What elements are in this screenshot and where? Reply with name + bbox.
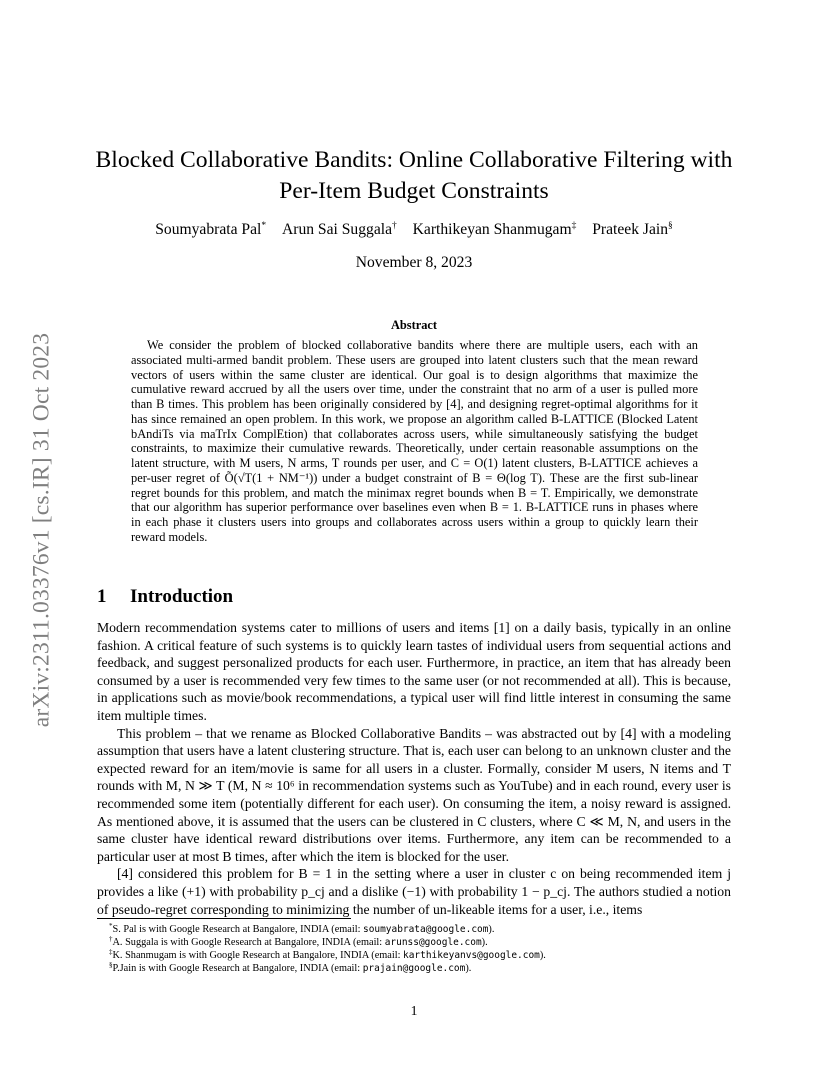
footnote-mark: § <box>109 961 113 969</box>
footnote-mark: * <box>109 922 113 930</box>
author-name: Arun Sai Suggala <box>281 221 392 238</box>
author-name: Karthikeyan Shanmugam <box>412 221 572 238</box>
section-title: Introduction <box>130 586 234 607</box>
footnote-tail: ). <box>488 924 495 935</box>
paper-date: November 8, 2023 <box>355 254 473 271</box>
footnote-text: A. Suggala is with Google Research at Bangalore, INDIA (email: <box>112 937 385 948</box>
footnote-divider <box>97 918 351 919</box>
author-footnote-mark: § <box>668 221 673 231</box>
abstract-paragraph: We consider the problem of blocked collaborative bandits where there are multiple users, each with an associated multi-armed bandit problem. These users are grouped into latent clusters such that the mean reward vectors of users within the same cluster are identical. Our goal is to design algorithms that maximize the cumulative reward accrued by all the users over time, under the constraint that no arm of a user is pulled more than B times. This problem has been originally considered by [4], and designing regret-optimal algorithms for it has since remained an open problem. In this work, we propose an algorithm called B-LATTICE (Blocked Latent bAndiTs via maTrIx ComplEtion) that collaborates across users, while simultaneously satisfying the budget constraints, to maximize their cumulative rewards. Theoretically, under certain reasonable assumptions on the latent structure, with M users, N arms, T rounds per user, and C = O(1) latent clusters, B-LATTICE achieves a per-user regret of Õ(√T(1 + NM⁻¹)) under a budget constraint of B = Θ(log T). These are the first sub-linear regret bounds for this problem, and match the minimax regret bounds when B = T. Empirically, we demonstrate that our algorithm has superior performance over baselines even when B = 1. B-LATTICE runs in phases where in each phase it clusters users into groups and collaborates across users within a group to quickly learn their reward models. <box>131 338 698 544</box>
section-number: 1 <box>97 586 107 607</box>
author-footnote-mark: ‡ <box>571 221 577 231</box>
footnote-tail: ). <box>539 950 546 961</box>
footnote-text: P.Jain is with Google Research at Bangalore, INDIA (email: <box>112 963 363 974</box>
author-list <box>70 220 758 240</box>
footnote-mark: ‡ <box>109 948 113 956</box>
abstract-heading: Abstract <box>390 318 438 332</box>
author-name: Prateek Jain <box>592 221 669 238</box>
arxiv-identifier-stamp <box>22 300 62 760</box>
footnote <box>97 923 737 936</box>
footnote <box>97 962 737 975</box>
footnote-email: arunss@google.com <box>384 937 482 948</box>
footnote-text: S. Pal is with Google Research at Bangalore, INDIA (email: <box>112 924 363 935</box>
footnote-tail: ). <box>481 937 488 948</box>
author <box>413 221 577 238</box>
body-paragraph: Modern recommendation systems cater to millions of users and items [1] on a daily basis, typically in an online fashion. A critical feature of such systems is to quickly learn tastes of individual users from sequential actions and feedback, and suggest personalized products for each user. Furthermore, in practice, an item that has already been consumed by a user is recommended very few times to the same user (or not recommended at all). This is because, in applications such as movie/book recommendations, a typical user will find little interest in consuming the same item multiple times. <box>97 620 731 723</box>
abstract-body <box>131 338 698 545</box>
footnote <box>97 936 737 949</box>
section-body <box>97 619 731 918</box>
author <box>155 221 266 238</box>
section-heading <box>97 586 233 608</box>
author-footnote-mark: † <box>392 221 397 231</box>
footnote-tail: ). <box>465 963 472 974</box>
author <box>592 221 673 238</box>
title-line: Blocked Collaborative Bandits: Online Collaborative Filtering with <box>95 147 733 173</box>
footnote-text: K. Shanmugam is with Google Research at Bangalore, INDIA (email: <box>112 950 404 961</box>
paper-title <box>70 145 758 207</box>
footnote-email: prajain@google.com <box>362 963 466 974</box>
title-line: Per-Item Budget Constraints <box>279 178 549 204</box>
author <box>282 221 397 238</box>
footnote-email: karthikeyanvs@google.com <box>403 950 540 961</box>
arxiv-identifier-text: arXiv:2311.03376v1 [cs.IR] 31 Oct 2023 <box>28 332 55 728</box>
author-name: Soumyabrata Pal <box>155 221 262 238</box>
body-paragraph: This problem – that we rename as Blocked Collaborative Bandits – was abstracted out by [4] with a modeling assumption that users have a latent clustering structure. That is, each user can belong to an unknown cluster and the expected reward for an item/movie is same for all users in a cluster. Formally, consider M users, N items and T rounds with M, N ≫ T (M, N ≈ 10⁶ in recommendation systems such as YouTube) and in each round, every user is recommended some item (potentially different for each user). On consuming the item, a noisy reward is assigned. As mentioned above, it is assumed that the users can be clustered in C clusters, where C ≪ M, N, and users in the same cluster have identical reward distributions over items. Furthermore, any item can be recommended to a particular user at most B times, after which the item is blocked for the user. <box>97 725 731 864</box>
body-paragraph: [4] considered this problem for B = 1 in the setting where a user in cluster c on being recommended item j provides a like (+1) with probability p_cj and a dislike (−1) with probability 1 − p_cj. The authors studied a notion of pseudo-regret corresponding to minimizing the number of un-likeable items for a user, i.e., items <box>97 866 731 917</box>
footnotes <box>97 923 737 975</box>
footnote-mark: † <box>109 935 113 943</box>
page-number: 1 <box>410 1003 418 1018</box>
footnote <box>97 949 737 962</box>
author-footnote-mark: * <box>261 221 267 231</box>
footnote-email: soumyabrata@google.com <box>363 924 489 935</box>
